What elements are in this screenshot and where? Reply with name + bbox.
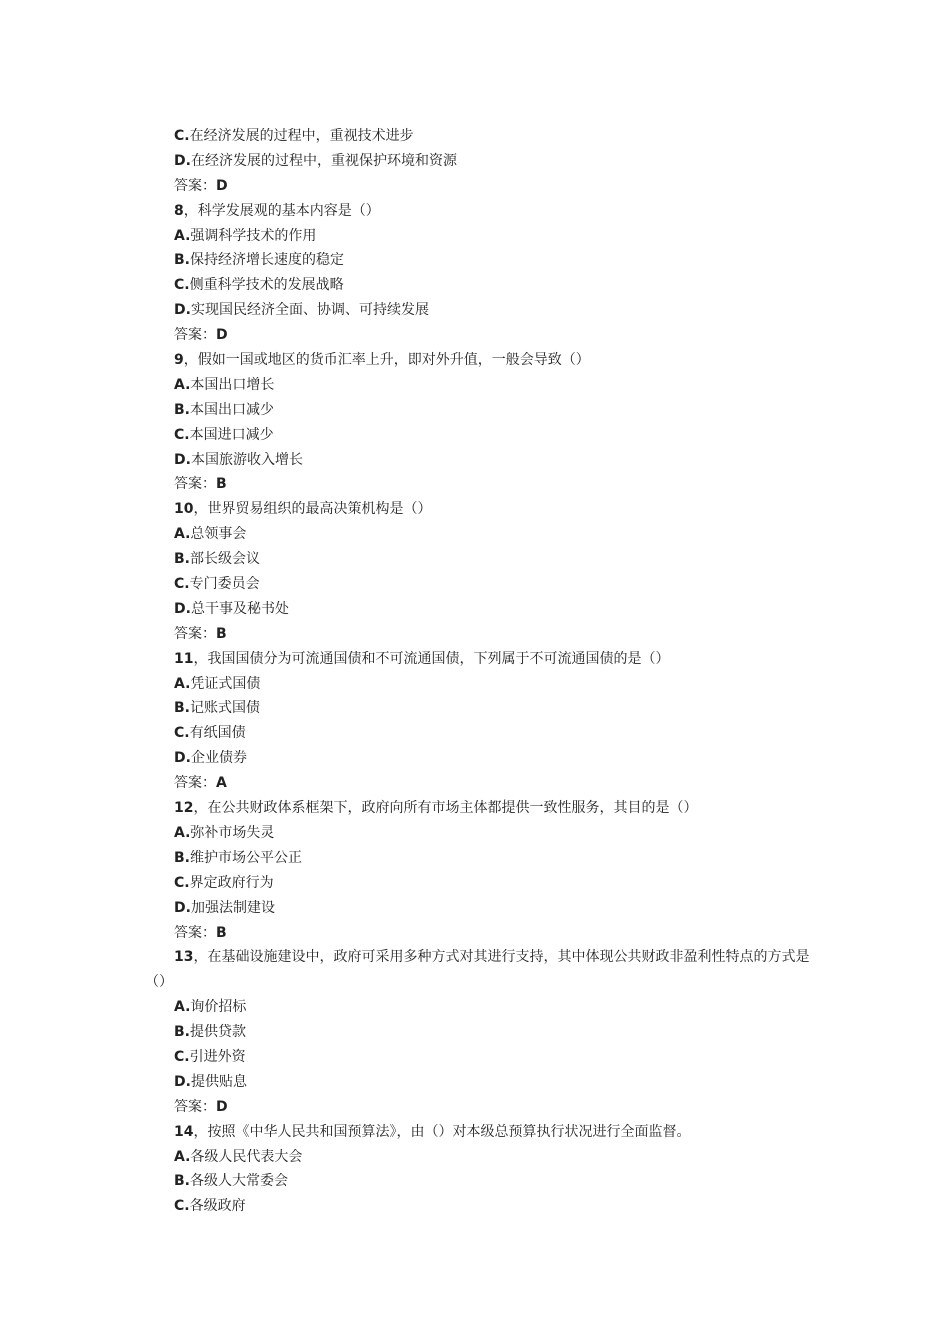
option-line: B.本国出口减少 [174,401,274,418]
question-line: 9，假如一国或地区的货币汇率上升，即对外升值，一般会导致（） [174,352,590,369]
option-line: C.专门委员会 [174,576,260,593]
option-line: A.各级人民代表大会 [174,1148,303,1165]
option-line: A.凭证式国债 [174,675,261,692]
option-line: D.总干事及秘书处 [174,600,289,617]
option-line: D.加强法制建设 [174,899,275,916]
option-line: B.保持经济增长速度的稳定 [174,252,344,269]
answer-line: 答案：D [174,327,228,344]
answer-line: 答案：A [174,775,227,792]
option-line: C.本国进口减少 [174,426,274,443]
option-line: D.提供贴息 [174,1073,247,1090]
question-line: 12，在公共财政体系框架下，政府向所有市场主体都提供一致性服务，其目的是（） [174,800,698,817]
option-line: A.弥补市场失灵 [174,824,275,841]
answer-line: 答案：D [174,177,228,194]
option-line: C.有纸国债 [174,725,246,742]
answer-line: 答案：B [174,924,227,941]
option-line: B.维护市场公平公正 [174,849,302,866]
option-line: C.界定政府行为 [174,874,274,891]
answer-line: 答案：D [174,1098,228,1115]
option-line: C.各级政府 [174,1198,246,1215]
question-line: 14，按照《中华人民共和国预算法》，由（）对本级总预算执行状况进行全面监督。 [174,1123,691,1140]
option-line: A.本国出口增长 [174,376,275,393]
option-line: D.企业债券 [174,750,247,767]
question-line: 8，科学发展观的基本内容是（） [174,202,380,219]
option-line: B.记账式国债 [174,700,260,717]
option-line: C.在经济发展的过程中，重视技术进步 [174,128,414,144]
option-line: D.实现国民经济全面、协调、可持续发展 [174,302,429,319]
option-line: A.询价招标 [174,999,247,1016]
option-line: B.各级人大常委会 [174,1173,288,1190]
answer-line: 答案：B [174,625,227,642]
answer-line: 答案：B [174,476,227,493]
question-line: 10，世界贸易组织的最高决策机构是（） [174,501,432,518]
option-line: D.本国旅游收入增长 [174,451,303,468]
option-line: A.总领事会 [174,526,247,543]
question-list [145,124,810,1219]
question-paragraph: 13，在基础设施建设中，政府可采用多种方式对其进行支持，其中体现公共财政非盈利性特点的方式是（） [145,949,810,991]
option-line: A.强调科学技术的作用 [174,227,317,244]
option-line: C.引进外资 [174,1048,246,1065]
option-line: B.提供贷款 [174,1024,246,1041]
option-line: C.侧重科学技术的发展战略 [174,277,344,294]
question-line: 11，我国国债分为可流通国债和不可流通国债，下列属于不可流通国债的是（） [174,650,670,667]
option-line: B.部长级会议 [174,551,260,568]
option-line: D.在经济发展的过程中，重视保护环境和资源 [174,152,457,169]
